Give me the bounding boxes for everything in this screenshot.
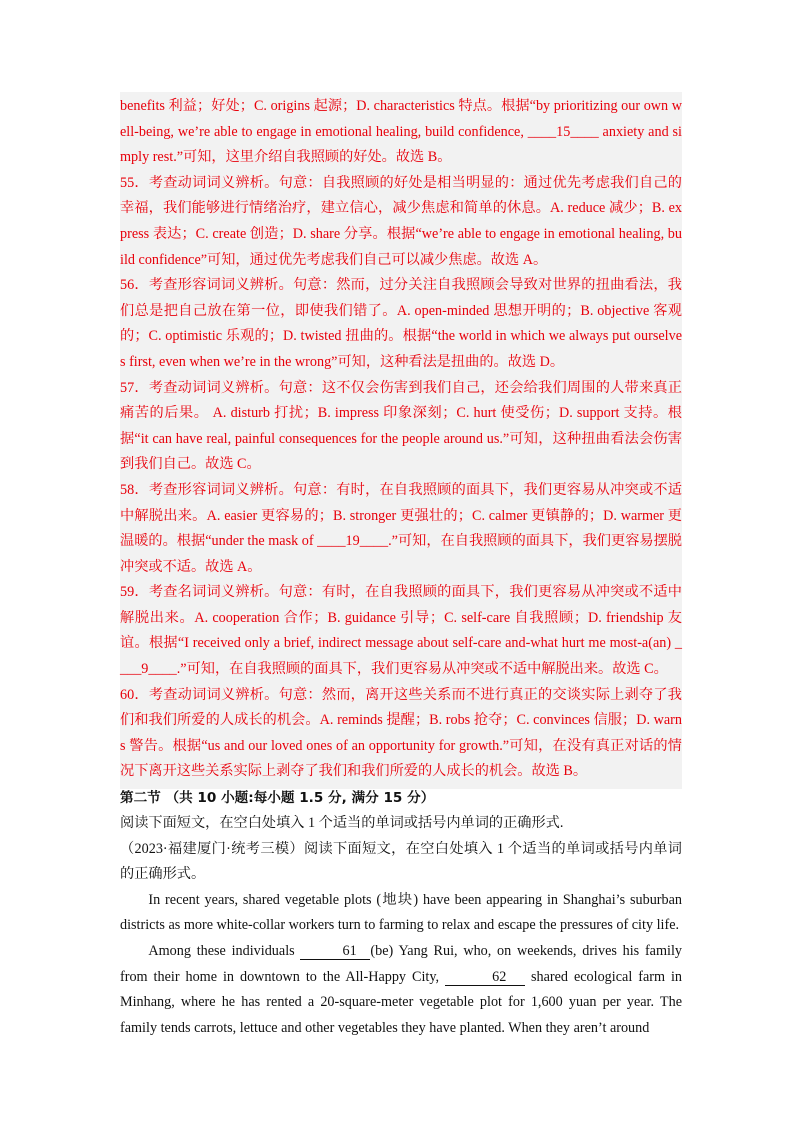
blank-61: 61 [300, 943, 370, 960]
answer-59: 59．考查名词词义辨析。句意：有时，在自我照顾的面具下，我们更容易从冲突或不适中解脱出来。A. cooperation 合作；B. guidance 引导；C. self-care 自我照顾；D. friendship 友谊。根据“I received only a brief, indirect message about self-care and-what hurt me most-a(an) ____9____.”可知，在自我照顾的面具下，我们更容易从冲突或不适中解脱出来。故选 C。 [120, 584, 682, 678]
paragraph-2-part-b: (be) Yang Rui, who, on weekends, drives his family from their home in downtown to the All-Happy City, [120, 942, 682, 985]
section-title: 第二节 （共 10 小题:每小题 1.5 分, 满分 15 分） [120, 790, 435, 806]
passage-paragraph-1: In recent years, shared vegetable plots (地块) have been appearing in Shanghai’s suburban districts as more white-collar workers turn to farming to relax and escape the pressures of city life. [120, 891, 682, 934]
answer-54-continued: benefits 利益；好处；C. origins 起源；D. characteristics 特点。根据“by prioritizing our own well-being, we’re able to engage in emotional healing, build confidence, ____15____ anxiety and simply rest.”可知，这里介绍自我照顾的好处。故选 B。 [120, 98, 682, 166]
answer-55: 55．考查动词词义辨析。句意：自我照顾的好处是相当明显的：通过优先考虑我们自己的幸福，我们能够进行情绪治疗，建立信心，减少焦虑和简单的休息。A. reduce 减少；B. express 表达；C. create 创造；D. share 分享。根据“we’re able to engage in emotional healing, build confidence”可知，通过优先考虑我们自己可以减少焦虑。故选 A。 [120, 174, 682, 268]
answer-explanations [120, 92, 682, 789]
answer-57: 57．考查动词词义辨析。句意：这不仅会伤害到我们自己，还会给我们周围的人带来真正痛苦的后果。 A. disturb 打扰；B. impress 印象深刻；C. hurt 使受伤；D. support 支持。根据“it can have real, painful consequences for the people around us.”可知，这种扭曲看法会伤害到我们自己。故选 C。 [120, 379, 682, 473]
answer-60: 60．考查动词词义辨析。句意：然而，离开这些关系而不进行真正的交谈实际上剥夺了我们和我们所爱的人成长的机会。A. reminds 提醒；B. robs 抢夺；C. convinces 信服；D. warns 警告。根据“us and our loved ones of an opportunity for growth.”可知，在没有真正对话的情况下离开这些关系实际上剥夺了我们和我们所爱的人成长的机会。故选 B。 [120, 686, 682, 780]
blank-62: 62 [445, 969, 525, 986]
passage-paragraph-2 [120, 939, 682, 1041]
paragraph-2-part-c: shared ecological farm in Minhang, where he has rented a 20-square-meter vegetable plot for 1,600 yuan per year. The family tends carrots, lettuce and other vegetables they have planted. When they aren’t around [120, 968, 682, 1036]
answer-58: 58．考查形容词词义辨析。句意：有时，在自我照顾的面具下，我们更容易从冲突或不适中解脱出来。A. easier 更容易的；B. stronger 更强壮的；C. calmer 更镇静的；D. warmer 更温暖的。根据“under the mask of ____19____.”可知，在自我照顾的面具下，我们更容易摆脱冲突或不适。故选 A。 [120, 481, 682, 575]
answer-56: 56．考查形容词词义辨析。句意：然而，过分关注自我照顾会导致对世界的扭曲看法，我们总是把自己放在第一位，即使我们错了。A. open-minded 思想开明的；B. objective 客观的；C. optimistic 乐观的；D. twisted 扭曲的。根据“the world in which we always put ourselves first, even when we’re in the wrong”可知，这种看法是扭曲的。故选 D。 [120, 277, 682, 370]
section-instruction: 阅读下面短文，在空白处填入 1 个适当的单词或括号内单词的正确形式. [120, 815, 564, 831]
section-two [120, 786, 682, 1041]
paragraph-2-part-a: Among these individuals [148, 942, 301, 959]
section-source: （2023·福建厦门·统考三模）阅读下面短文，在空白处填入 1 个适当的单词或括号内单词的正确形式。 [120, 840, 682, 883]
